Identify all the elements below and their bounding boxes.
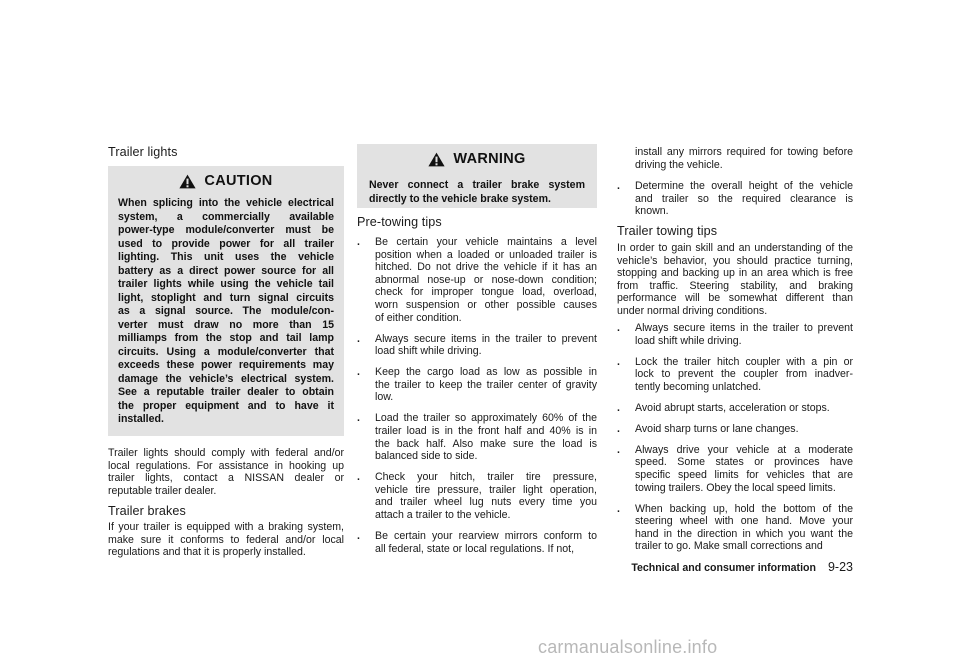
bullet-text <box>635 503 853 553</box>
bullet-mark: . <box>617 443 620 456</box>
text-line: See a reputable trailer dealer to obtain <box>118 386 334 398</box>
text-line: circuits. Using a module/converter that <box>118 345 334 358</box>
towing-intro-paragraph <box>617 242 853 318</box>
caution-text <box>118 197 334 427</box>
bullet-item <box>617 356 853 394</box>
text-line: light, stoplight and turn signal circuits <box>118 291 334 304</box>
bullet-mark: . <box>617 422 620 435</box>
text-line: Trailer lights should comply with federal and/or <box>108 447 344 459</box>
trailer-lights-heading: Trailer lights <box>108 145 178 159</box>
text-line: from traffic. Steering stability, and braking <box>617 279 853 292</box>
text-line: install any mirrors required for towing before <box>635 146 853 158</box>
warning-triangle-icon <box>179 174 196 189</box>
bullet-text <box>375 236 597 324</box>
towing-tips-heading: Trailer towing tips <box>617 224 718 238</box>
text-line: hand in the direction in which you want the <box>635 527 853 540</box>
text-line: Always secure items in the trailer to prevent <box>635 322 853 334</box>
text-line: and trailer so the required clearance is <box>635 192 853 205</box>
text-line: worn suspension or other possible causes <box>375 298 597 311</box>
text-line: Never connect a trailer brake system <box>369 179 585 191</box>
caution-title-row <box>108 173 344 189</box>
text-line: tently becoming unlatched. <box>635 380 762 393</box>
bullet-text <box>375 333 597 358</box>
text-line: load shift while driving. <box>635 334 742 347</box>
bullet-text <box>635 402 853 415</box>
bullet-item <box>617 444 853 494</box>
text-line: Avoid sharp turns or lane changes. <box>635 422 799 435</box>
text-line: the proper equipment and to have it <box>118 399 334 412</box>
warning-title: WARNING <box>453 151 526 167</box>
text-line: Always drive your vehicle at a moderate <box>635 443 853 456</box>
text-line: known. <box>635 205 669 218</box>
text-line: the back half. Also make sure the load is <box>375 437 597 450</box>
bullet-text <box>635 356 853 394</box>
bullet-item <box>357 530 597 555</box>
bullet-item <box>357 366 597 404</box>
bullet-mark: . <box>357 530 360 542</box>
trailer-lights-paragraph <box>108 447 344 497</box>
text-line: verter must draw no more than 15 <box>118 318 334 331</box>
text-line: driving the vehicle. <box>635 158 723 171</box>
bullet-item <box>617 322 853 347</box>
bullet-item <box>617 503 853 553</box>
trailer-brakes-paragraph <box>108 521 344 559</box>
trailer-brakes-heading: Trailer brakes <box>108 504 186 518</box>
bullet-item <box>357 333 597 358</box>
text-line: trailer load is in the front half and 40% is in <box>375 424 597 437</box>
bullet-mark: . <box>617 355 620 368</box>
text-line: damage the vehicle’s electrical system. <box>118 372 334 385</box>
text-line: regulations and that it is properly installed. <box>108 546 306 559</box>
warning-triangle-icon <box>428 152 445 167</box>
text-line: Always secure items in the trailer to prevent <box>375 332 597 345</box>
text-line: performance will be somewhat different than <box>617 292 853 305</box>
text-line: system, a commercially available <box>118 210 334 223</box>
text-line: used to provide power for all trailer <box>118 237 334 250</box>
text-line: vehicle tire pressure, trailer light operation, <box>375 483 597 496</box>
bullet-mark: . <box>357 366 360 379</box>
bullet-item <box>357 236 597 324</box>
text-line: as a signal source. The module/con- <box>118 305 334 317</box>
text-line: lighting. This unit uses the vehicle <box>118 251 334 263</box>
text-line: the trailer to keep the trailer center of gravity <box>375 378 597 391</box>
text-line: local regulations. For assistance in hooking up <box>108 459 344 472</box>
bullet-mark: . <box>357 236 360 248</box>
bullet-mark: . <box>617 502 620 515</box>
text-line: trailer lights while using the vehicle tail <box>118 278 334 290</box>
text-line: trailer to go. Make small corrections and <box>635 540 823 553</box>
text-line: When backing up, hold the bottom of the <box>635 502 853 515</box>
bullet-item <box>617 423 853 436</box>
text-line: load shift while driving. <box>375 345 482 358</box>
text-line: Avoid abrupt starts, acceleration or stops. <box>635 401 830 414</box>
bullet-mark: . <box>357 332 360 345</box>
text-line: Check your hitch, trailer tire pressure, <box>375 471 597 484</box>
page-number: 9-23 <box>827 560 853 574</box>
bullet-mark: . <box>357 471 360 484</box>
text-line: Be certain your vehicle maintains a level <box>375 236 597 248</box>
text-line: steering wheel with one hand. Move your <box>635 515 853 528</box>
text-line: check for improper tongue load, overload, <box>375 286 597 299</box>
text-line: balanced side to side. <box>375 450 478 463</box>
bullet-text <box>375 530 597 555</box>
text-line: Keep the cargo load as low as possible in <box>375 366 597 379</box>
text-line: vehicle’s behavior, you should practice turning, <box>617 254 853 267</box>
text-line: directly to the vehicle brake system. <box>369 192 551 205</box>
text-line: In order to gain skill and an understanding of the <box>617 242 853 254</box>
bullet-text <box>635 180 853 218</box>
bullet-text <box>635 322 853 347</box>
text-line: If your trailer is equipped with a braking system, <box>108 521 344 533</box>
text-line: position when a loaded or unloaded trailer is <box>375 248 597 261</box>
caution-box <box>108 166 344 436</box>
bullet-item <box>617 180 853 218</box>
text-line: and trailer wheel lug nuts every time you <box>375 496 597 509</box>
bullet-item <box>617 402 853 415</box>
watermark: carmanualsonline.info <box>538 637 718 657</box>
text-line: battery as a direct power source for all <box>118 264 334 277</box>
text-line: lock to prevent the coupler from inadver- <box>635 368 853 381</box>
bullet-mark: . <box>357 412 360 425</box>
bullet-text <box>375 412 597 462</box>
caution-title: CAUTION <box>204 173 273 189</box>
pretowing-heading: Pre-towing tips <box>357 215 442 229</box>
text-line: Be certain your rearview mirrors conform to <box>375 530 597 542</box>
text-line: under normal driving conditions. <box>617 304 768 317</box>
text-line: reputable trailer dealer. <box>108 484 217 497</box>
text-line: all federal, state or local regulations. If not, <box>375 542 575 555</box>
text-line: towing trailers. Obey the local speed limits. <box>635 481 836 494</box>
bullet-mark: . <box>617 180 620 192</box>
text-line: installed. <box>118 413 164 425</box>
text-line: milliamps from the stop and tail lamp <box>118 332 334 344</box>
text-line: Determine the overall height of the vehicle <box>635 180 853 192</box>
text-line: Lock the trailer hitch coupler with a pin or <box>635 355 853 368</box>
text-line: power-type module/converter must be <box>118 224 334 236</box>
text-line: abnormal nose-up or nose-down condition; <box>375 273 597 286</box>
text-line: exceeds these power requirements may <box>118 359 334 371</box>
bullet-mark: . <box>617 322 620 334</box>
text-line: stopping and backing up in an area which is free <box>617 267 853 280</box>
text-line: Load the trailer so approximately 60% of the <box>375 412 597 425</box>
footer-section-title: Technical and consumer information <box>631 562 816 574</box>
text-line: make sure it conforms to federal and/or local <box>108 533 344 546</box>
bullet-text <box>375 366 597 404</box>
continued-paragraph <box>635 146 853 171</box>
warning-title-row <box>357 151 597 167</box>
text-line: hitched. Do not drive the vehicle if it has an <box>375 261 597 274</box>
bullet-text <box>635 423 853 436</box>
text-line: low. <box>375 391 394 404</box>
bullet-text <box>375 471 597 521</box>
page-footer <box>617 560 853 574</box>
text-line: of either condition. <box>375 311 462 324</box>
bullet-text <box>635 444 853 494</box>
bullet-mark: . <box>617 401 620 414</box>
bullet-item <box>357 412 597 462</box>
text-line: trailer lights, contact a NISSAN dealer or <box>108 472 344 485</box>
bullet-item <box>357 471 597 521</box>
text-line: attach a trailer to the vehicle. <box>375 508 511 521</box>
warning-box <box>357 144 597 208</box>
text-line: When splicing into the vehicle electrical <box>118 197 334 209</box>
text-line: specific speed limits for vehicles that are <box>635 468 853 481</box>
text-line: speed. Some states or provinces have <box>635 456 853 469</box>
warning-text <box>369 179 585 206</box>
